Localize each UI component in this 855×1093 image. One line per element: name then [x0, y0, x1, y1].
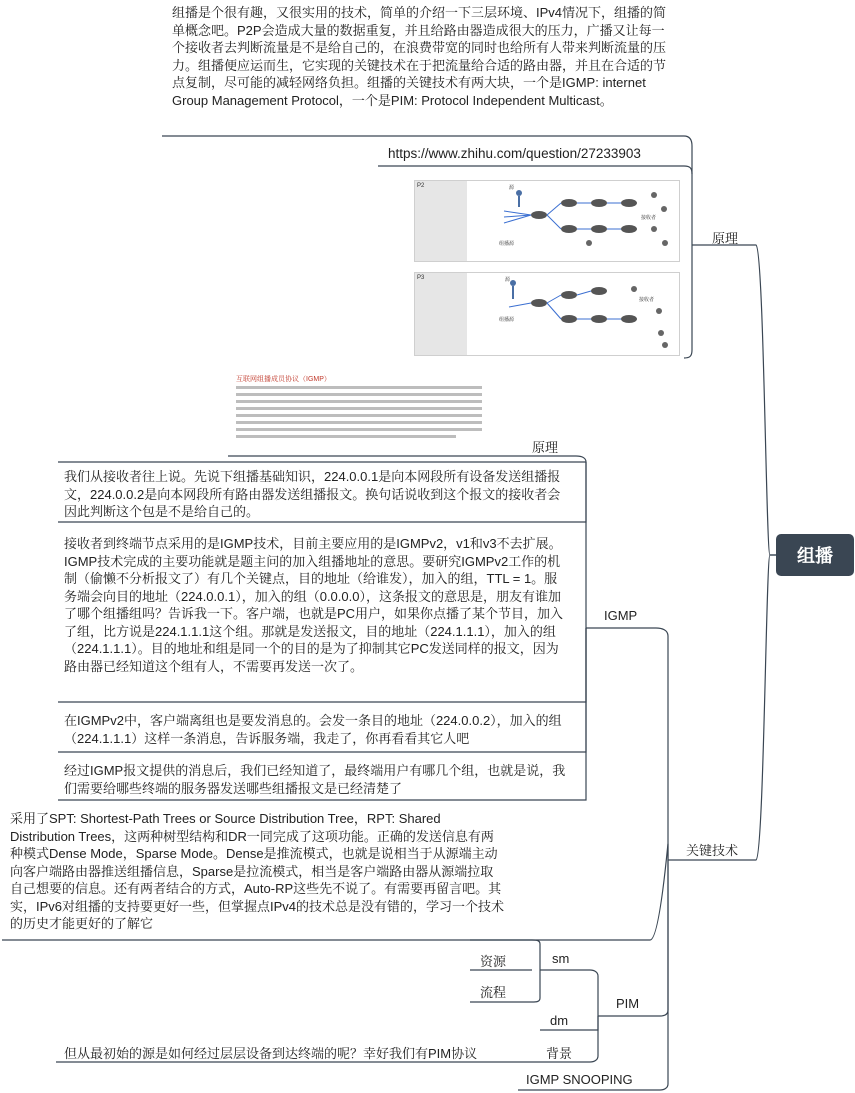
doc-line	[236, 393, 482, 396]
pim-background[interactable]: 背景	[546, 1046, 573, 1061]
doc-line	[236, 435, 456, 438]
intro-text: 组播是个很有趣，又很实用的技术，简单的介绍一下三层环境、IPv4情况下，组播的简单概念吧。P2P会造成大量的数据重复，并且给路由器造成很大的压力，广播又让每一个接收者去判断流量是不是给自己的，在浪费带宽的同时也给所有人带来判断流量的压力。组播便应运而生，它实现的关键技术在于把流量给合适的路由器，并且在合适的节点复制，尽可能的减轻网络负担。组播的关键技术有两大块，一个是IGMP: internet Group Management Protocol，一个是PIM: Protocol Independent Multicast。	[172, 5, 667, 108]
svg-text:接收者: 接收者	[641, 215, 657, 221]
doc-line	[236, 407, 482, 410]
network-diagram-2	[469, 273, 677, 353]
connector-pim-sm	[540, 970, 598, 1016]
pim-sm[interactable]: sm	[552, 951, 570, 966]
doc-line	[236, 414, 482, 417]
doc-line	[236, 386, 482, 389]
branch-igmp-snooping[interactable]: IGMP SNOOPING	[526, 1072, 633, 1087]
branch-principle[interactable]: 原理	[712, 231, 739, 246]
connector-pim-dm	[540, 1016, 598, 1030]
svg-text:源: 源	[509, 185, 515, 191]
svg-text:组播源: 组播源	[499, 317, 515, 323]
doc-line	[236, 400, 482, 403]
branch-igmp[interactable]: IGMP	[604, 608, 638, 623]
branch-pim[interactable]: PIM	[616, 996, 640, 1011]
connector-root-principle	[692, 245, 776, 555]
figure-panel-sidebar: P2	[415, 181, 467, 261]
pim-dm[interactable]: dm	[550, 1013, 569, 1028]
pim-sm-resource[interactable]: 资源	[480, 954, 507, 969]
root-node[interactable]: 组播	[776, 534, 854, 576]
connector-keytech-igmp	[586, 628, 668, 860]
figure-panel-broadcast	[414, 180, 680, 262]
figure-panel-multicast	[414, 272, 680, 356]
pim-note: 采用了SPT: Shortest-Path Trees or Source Distribution Tree，RPT: Shared Distribution Trees，这两种树型结构和DR一同完成了这项功能。正确的发送信息有两种模式Dense Mode，Sparse Mode。Dense是推流模式，也就是说相当于从源端主动向客户端路由器推送组播信息，Sparse是拉流模式，相当是客户端路由器从源端拉取自己想要的信息。还有两者结合的方式，Auto-RP这些先不说了。有需要再留言吧。其实，IPv6对组播的支持要更好一些，但掌握点IPv4的技术总是没有错的，学习一个技术的历史才能更好的了解它	[10, 811, 505, 931]
svg-text:源: 源	[505, 277, 511, 283]
svg-text:接收者: 接收者	[639, 297, 655, 303]
pim-sm-process[interactable]: 流程	[480, 985, 507, 1000]
reference-link[interactable]: https://www.zhihu.com/question/27233903	[388, 146, 641, 161]
igmp-note-2: 接收者到终端节点采用的是IGMP技术，目前主要应用的是IGMPv2，v1和v3不去扩展。IGMP技术完成的主要功能就是题主问的加入组播地址的意思。要研究IGMPv2工作的机制（偷懒不分析报文了）有几个关键点，目的地址（给谁发），加入的组，TTL = 1。服务端会向目的地址（224.0.0.1），加入的组（0.0.0.0），这条报文的意思是，朋友有谁加了哪个组播组吗？告诉我一下。客户端，也就是PC用户，如果你点播了某个节目，加入了组，比方说是224.1.1.1这个组。那就是发送报文，目的地址（224.1.1.1），加入的组（224.1.1.1）。目的地址和组是同一个的目的是为了抑制其它PC发送同样的报文，因为路由器已经知道这个组有人，不需要再发送一次了。	[64, 536, 564, 674]
figure-panel-sidebar-2: P3	[415, 273, 467, 355]
branch-principle-igmp[interactable]: 原理	[532, 440, 559, 455]
igmp-document-thumbnail	[232, 372, 488, 444]
igmp-doc-title: 互联网组播成员协议（IGMP）	[236, 376, 331, 383]
svg-text:组播源: 组播源	[499, 241, 515, 247]
igmp-note-1: 我们从接收者往上说。先说下组播基础知识，224.0.0.1是向本网段所有设备发送组播报文，224.0.0.2是向本网段所有路由器发送组播报文。换句话说收到这个报文的接收者会因此判断这个包是不是给自己的。	[64, 469, 561, 519]
branch-key-tech[interactable]: 关键技术	[686, 843, 739, 858]
connector-root-keytech	[668, 555, 776, 860]
doc-line	[236, 428, 482, 431]
pim-background-note: 但从最初始的源是如何经过层层设备到达终端的呢？幸好我们有PIM协议	[64, 1046, 478, 1061]
network-diagram-1	[469, 181, 677, 259]
doc-line	[236, 421, 482, 424]
connector-principle-figure	[684, 245, 692, 358]
igmp-note-3: 在IGMPv2中，客户端离组也是要发消息的。会发一条目的地址（224.0.0.2），加入的组（224.1.1.1）这样一条消息，告诉服务端，我走了，你再看看其它人吧	[64, 713, 562, 746]
multicast-figure	[414, 180, 680, 356]
igmp-note-4: 经过IGMP报文提供的消息后，我们已经知道了，最终端用户有哪几个组，也就是说，我们需要给哪些终端的服务器发送哪些组播报文是已经清楚了	[64, 763, 566, 796]
connector-keytech-pim	[598, 860, 668, 1016]
